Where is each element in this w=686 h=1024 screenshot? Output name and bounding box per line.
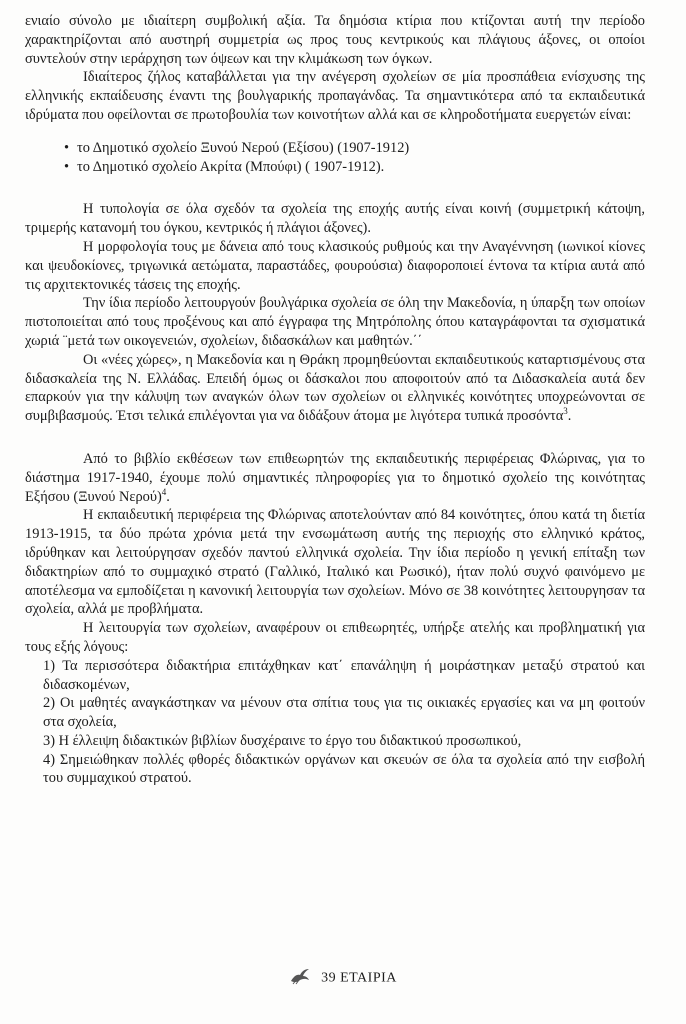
bullet-icon: •: [64, 158, 70, 175]
reasons-list: [25, 657, 645, 789]
footnote-ref: 4: [161, 486, 167, 497]
bullet-icon: •: [64, 139, 70, 156]
page-number: 39: [321, 970, 337, 986]
paragraph-teachers: Οι «νέες χώρες», η Μακεδονία και η Θράκη προμηθεύονται εκπαιδευτικούς καταρτισμένους στα διδασκαλεία της Ν. Ελλάδας. Επειδή όμως οι δάσκαλοι που αποφοιτούν από τα Διδασκαλεία αυτά δεν επαρκούν για την κάλυψη των αναγκών όλων των σχολείων οι ελληνικές κοινότητες υποχρεώνονται σε συμβιβασμούς. Έτσι τελικά επιλέγονται για να διδάξουν άτομα με λιγότερα τυπικά προσόντα$^3$.: [25, 351, 645, 425]
list-item: 2) Οι μαθητές αναγκάστηκαν να μένουν στα σπίτια τους για τις οικιακές εργασίες και να μη φοιτούν στα σχολεία,: [43, 695, 645, 731]
paragraph-morphology: Η μορφολογία τους με δάνεια από τους κλασικούς ρυθμούς και την Αναγέννηση (ιωνικοί κίονες και ψευδοκίονες, τριγωνικά αετώματα, παραστάδες, φουρούσια) διαφοροποιεί έντονα τα κτίρια αυτά από τις αρχιτεκτονικές τάσεις της εποχής.: [25, 238, 645, 293]
paragraph-operation: Η λειτουργία των σχολείων, αναφέρουν οι επιθεωρητές, υπήρξε ατελής και προβληματική για τους εξής λόγους:: [25, 620, 645, 655]
footer-label: ΕΤΑΙΡΙΑ: [340, 970, 397, 986]
list-item: • το Δημοτικό σχολείο Ξυνού Νερού (Εξίσου) (1907-1912): [64, 139, 410, 156]
list-item: 1) Τα περισσότερα διδακτήρια επιτάχθηκαν κατ΄ επανάληψη ή μοιράστηκαν μεταξύ στρατού και διδασκομένων,: [43, 657, 645, 693]
paragraph-bulgarian-schools: Την ίδια περίοδο λειτουργούν βουλγάρικα σχολεία σε όλη την Μακεδονία, η ύπαρξη των οποίων πιστοποιείται από τους προξένους και από έγγραφα της Μητρόπολης όπου καταγράφονται τα σχισματικά χωριά ¨μετά των οικογενειών, σχολείων, διδασκάλων και μαθητών.΄΄: [25, 295, 645, 349]
paragraph-schools: Ιδιαίτερος ζήλος καταβάλλεται για την ανέγερση σχολείων σε μία προσπάθεια ενίσχυσης της ελληνικής εκπαίδευσης έναντι της βουλγαρικής προπαγάνδας. Τα σημαντικότερα από τα εκπαιδευτικά ιδρύματα που οφείλονται σε πρωτοβουλία των κοινοτήτων αλλά και σε κληροδοτήματα ευεργετών είναι:: [25, 69, 645, 123]
bird-emblem-icon: [289, 967, 311, 990]
list-item: • το Δημοτικό σχολείο Ακρίτα (Μπούφι) ( 1907-1912).: [64, 158, 385, 175]
footnote-ref: 3: [563, 406, 568, 417]
list-item: 4) Σημειώθηκαν πολλές φθορές διδακτικών οργάνων και σκευών σε όλα τα σχολεία από την εισβολή του συμμαχικού στρατού.: [43, 751, 645, 787]
list-item: 3) Η έλλειψη διδακτικών βιβλίων δυσχέραινε το έργο του διδακτικού προσωπικού,: [43, 732, 522, 749]
paragraph-inspectors: Από το βιβλίο εκθέσεων των επιθεωρητών της εκπαιδευτικής περιφέρειας Φλώρινας, για το διάστημα 1917-1940, έχουμε πολύ σημαντικές πληροφορίες για το δημοτικό σχολείο της κοινότητας Εξήσου (Ξυνού Νερού)$^4$.: [25, 450, 645, 505]
paragraph-intro: ενιαίο σύνολο με ιδιαίτερη συμβολική αξία. Τα δημόσια κτίρια που κτίζονται αυτή την περίοδο χαρακτηρίζονται από αυστηρή συμμετρία ως προς τους κεντρικούς και πλάγιους άξονες, οι οποίοι συντελούν στην ιεράρχηση των όψεων και την κλιμάκωση των όγκων.: [25, 13, 645, 67]
paragraph-florina-region: Η εκπαιδευτική περιφέρεια της Φλώρινας αποτελούνταν από 84 κοινότητες, όπου κατά τη διετία 1913-1915, τα δύο πρώτα χρόνια μετά την ενσωμάτωση αυτής της περιοχής στο ελληνικό κράτος, ιδρύθηκαν και λειτούργησαν σχεδόν παντού ελληνικά σχολεία. Την ίδια περίοδο η γενική επίταξη των διδακτηρίων από το συμμαχικό στρατό (Γαλλικό, Ιταλικό και Ρωσικό), ήταν πολύ συχνό φαινόμενο με αποτέλεσμα να εμποδίζεται η κανονική λειτουργία των σχολείων. Μόνο σε 38 κοινότητες λειτουργησαν τα σχολεία, αλλά με προβλήματα.: [25, 507, 645, 618]
paragraph-typology: Η τυπολογία σε όλα σχεδόν τα σχολεία της εποχής αυτής είναι κοινή (συμμετρική κάτοψη, τριμερής κατανομή του όγκου, κεντρικός ή πλάγιοι άξονες).: [25, 201, 645, 237]
school-list: [25, 139, 645, 177]
page-footer: [0, 967, 686, 990]
body-text: [25, 12, 645, 788]
